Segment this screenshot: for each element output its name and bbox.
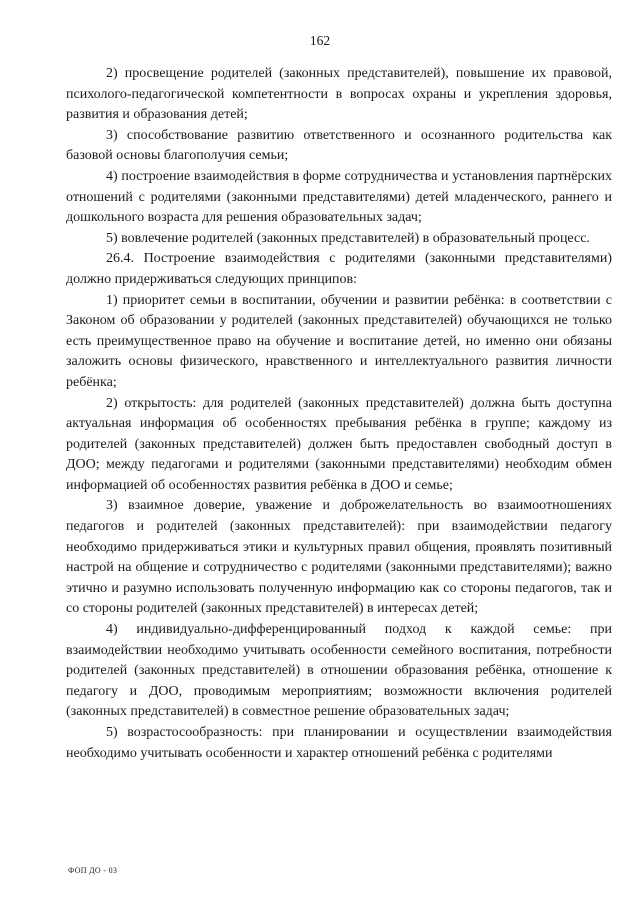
principle-1: 1) приоритет семьи в воспитании, обучении и развитии ребёнка: в соответствии с Законом об образовании у родителей (законных представителей) обучающихся не только есть преимущественное право на обучение и воспитание детей, но именно они обязаны заложить основы физического, нравственного и интеллектуального развития личности ребёнка; xyxy=(66,292,612,390)
principle-3: 3) взаимное доверие, уважение и доброжелательность во взаимоотношениях педагогов и родителей (законных представителей): при взаимодействии педагогу необходимо придерживаться этики и культурных правил общения, проявлять позитивный настрой на общение и сотрудничество с родителями (законными представителями); важно этично и разумно использовать полученную информацию как со стороны педагогов, так и со стороны родителей (законных представителей) в интересах детей; xyxy=(66,498,612,617)
principle-2: 2) открытость: для родителей (законных представителей) должна быть доступна актуальная информация об особенностях пребывания ребёнка в группе; каждому из родителей (законных представителей) должен быть предоставлен свободный доступ в ДОО; между педагогами и родителями (законными представителями) необходим обмен информацией об особенностях развития ребёнка в ДОО и семье; xyxy=(66,395,612,493)
paragraph-item-4: 4) построение взаимодействия в форме сотрудничества и установления партнёрских отношений с родителями (законными представителями) детей младенческого, раннего и дошкольного возраста для решения образовательных задач; xyxy=(66,168,612,226)
paragraph-item-3: 3) способствование развитию ответственного и осознанного родительства как базовой основы благополучия семьи; xyxy=(66,127,612,164)
paragraph-item-2: 2) просвещение родителей (законных представителей), повышение их правовой, психолого-педагогической компетентности в вопросах охраны и укрепления здоровья, развития и образования детей; xyxy=(66,66,612,123)
page-number: 162 xyxy=(309,33,331,48)
principle-4: 4) индивидуально-дифференцированный подход к каждой семье: при взаимодействии необходимо учитывать особенности семейного воспитания, потребности родителей (законных представителей) в отношении образования ребёнка, отношение к педагогу и ДОО, проводимым мероприятиям; возможности включения родителей (законных представителей) в совместное решение образовательных задач; xyxy=(66,622,612,720)
footer-code: ФОП ДО - 03 xyxy=(68,866,118,875)
document-body xyxy=(66,64,612,764)
section-26-4: 26.4. Построение взаимодействия с родителями (законными представителями) должно придерживаться следующих принципов: xyxy=(66,251,612,287)
principle-5: 5) возрастосообразность: при планировании и осуществлении взаимодействия необходимо учитывать особенности и характер отношений ребёнка с родителями xyxy=(66,725,612,761)
paragraph-item-5: 5) вовлечение родителей (законных представителей) в образовательный процесс. xyxy=(106,230,590,246)
